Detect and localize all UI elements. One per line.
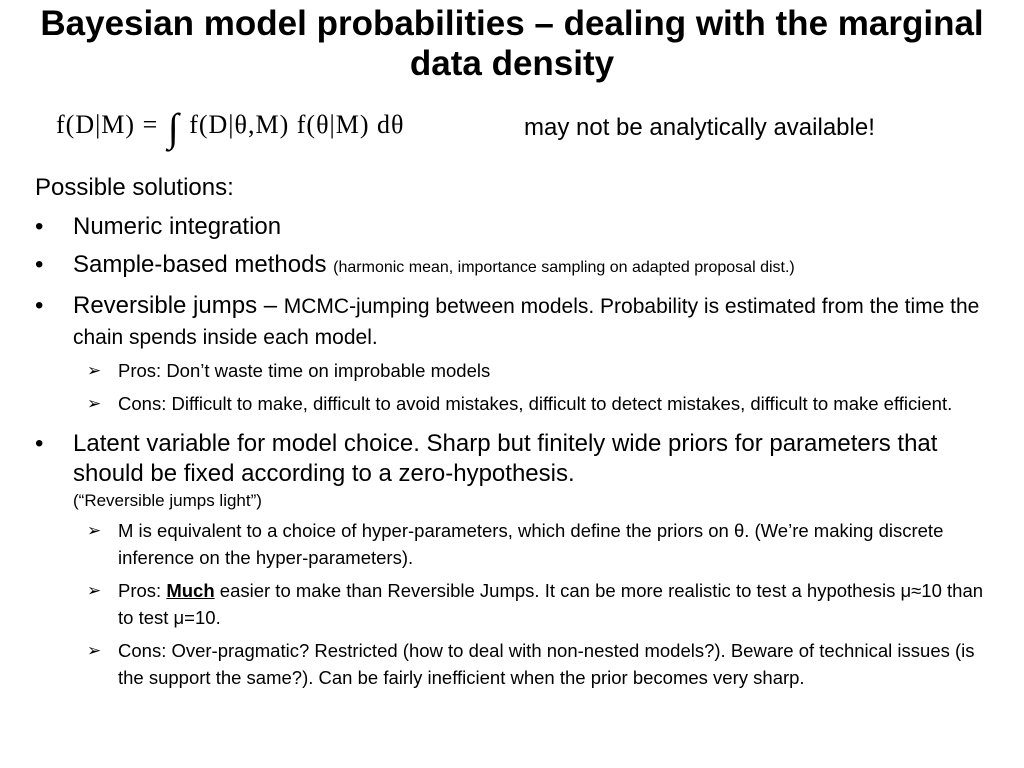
bullet-text: Reversible jumps –: [73, 292, 284, 319]
integral-sign: ∫: [167, 105, 180, 150]
sub-bullet-cons: [75, 637, 985, 691]
sub-bullet-prefix: Pros:: [118, 580, 167, 601]
sub-bullet-cons: [75, 390, 985, 417]
bullet-note: (“Reversible jumps light”): [73, 491, 262, 510]
arrow-bullet-icon: ➢: [87, 641, 102, 660]
solutions-intro: Possible solutions:: [35, 174, 234, 201]
bullet-detail: MCMC-jumping between models. Probability is estimated from the time the chain spends inside each model.: [73, 295, 980, 349]
bullet-text: Sample-based methods: [73, 251, 327, 278]
bullet-reversible-jumps: [35, 291, 985, 353]
arrow-bullet-icon: ➢: [87, 581, 102, 600]
sub-bullet-pros: [75, 577, 985, 631]
bullet-numeric-integration: [35, 212, 985, 242]
bullet-dot: •: [35, 430, 44, 457]
bullet-dot: •: [35, 292, 44, 319]
sub-bullet-text: Pros: Don’t waste time on improbable models: [118, 360, 491, 381]
bullet-dot: •: [35, 251, 44, 278]
bullet-text: Latent variable for model choice. Sharp but finitely wide priors for parameters that should be fixed according to a zero-hypothesis.: [73, 430, 938, 487]
slide-title: Bayesian model probabilities – dealing with the marginal data density: [40, 4, 984, 83]
sub-bullet-text: M is equivalent to a choice of hyper-parameters, which define the priors on θ. (We’re making discrete inference on the hyper-parameters).: [118, 520, 944, 568]
sub-bullet-text: Cons: Over-pragmatic? Restricted (how to deal with non-nested models?). Beware of technical issues (is the support the same?). Can be fairly inefficient when the prior becomes very sharp.: [118, 640, 975, 688]
sub-bullet-text: Cons: Difficult to make, difficult to avoid mistakes, difficult to detect mistakes, difficult to make efficient.: [118, 393, 953, 414]
bullet-note: (harmonic mean, importance sampling on adapted proposal dist.): [333, 259, 795, 276]
bullet-sample-based: [35, 250, 985, 283]
sub-bullet-hyperparameters: [75, 517, 985, 571]
formula-lhs: f(D|M) =: [56, 110, 159, 139]
formula-rhs: f(D|θ,M) f(θ|M) dθ: [189, 110, 405, 139]
bullet-dot: •: [35, 213, 44, 240]
bullet-text: Numeric integration: [73, 213, 282, 240]
bullet-latent-variable: [35, 429, 985, 513]
arrow-bullet-icon: ➢: [87, 394, 102, 413]
solutions-list: [35, 174, 985, 697]
emphasis-much: Much: [166, 580, 215, 601]
arrow-bullet-icon: ➢: [87, 521, 102, 540]
arrow-bullet-icon: ➢: [87, 361, 102, 380]
formula-note: may not be analytically available!: [524, 114, 875, 141]
sub-bullet-pros: [75, 357, 985, 384]
formula-row: [56, 105, 996, 154]
sub-bullet-suffix: easier to make than Reversible Jumps. It can be more realistic to test a hypothesis μ≈10 than to test μ=10.: [118, 580, 984, 628]
marginal-density-formula: [56, 105, 405, 150]
